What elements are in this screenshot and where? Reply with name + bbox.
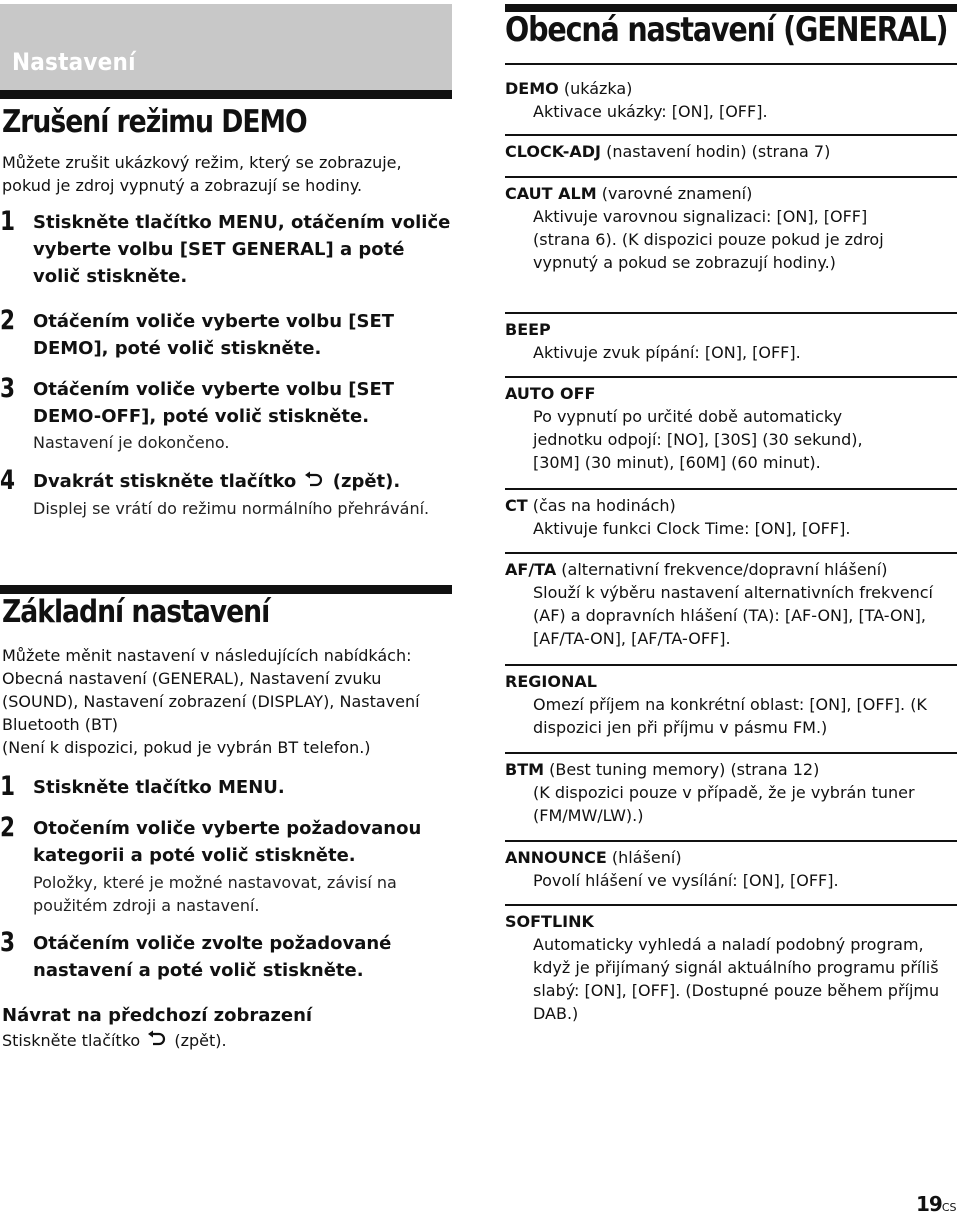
setting-head <box>505 182 752 205</box>
item-rule <box>505 904 957 906</box>
step-number: 3 <box>0 927 16 958</box>
item-rule <box>505 176 957 178</box>
setting-head <box>505 670 597 693</box>
page-number-value: 19 <box>916 1192 942 1216</box>
setting-note: (čas na hodinách) <box>527 496 676 515</box>
setting-key: SOFTLINK <box>505 912 594 931</box>
setting-head <box>505 846 682 869</box>
setting-head <box>505 910 594 933</box>
basic-rule <box>0 585 452 594</box>
page-number <box>916 1192 957 1216</box>
setting-note: (hlášení) <box>606 848 682 867</box>
section-tab <box>0 4 452 90</box>
item-rule <box>505 312 957 314</box>
setting-head <box>505 558 888 581</box>
setting-head <box>505 318 551 341</box>
setting-key: BTM <box>505 760 545 779</box>
setting-key: AF/TA <box>505 560 557 579</box>
back-icon <box>304 471 324 489</box>
return-text-before: Stiskněte tlačítko <box>2 1031 141 1050</box>
step-number: 3 <box>0 373 16 404</box>
back-icon <box>147 1030 167 1048</box>
setting-head <box>505 494 676 517</box>
basic-intro: Můžete měnit nastavení v následujících nabídkách: Obecná nastavení (GENERAL), Nastavení zvuku (SOUND), Nastavení zobrazení (DISPLAY), Nastavení Bluetooth (BT) <box>2 646 420 734</box>
setting-note: (Best tuning memory) (strana 12) <box>544 760 820 779</box>
item-rule <box>505 376 957 378</box>
item-rule <box>505 488 957 490</box>
step-text <box>33 468 453 495</box>
setting-desc: Automaticky vyhledá a naladí podobný program, když je přijímaný signál aktuálního programu příliš slabý: [ON], [OFF]. (Dostupné pouze během příjmu DAB.) <box>533 935 940 1023</box>
step-number: 4 <box>0 465 16 496</box>
item-rule <box>505 664 957 666</box>
step-text-before: Dvakrát stiskněte tlačítko <box>33 471 297 492</box>
item-rule <box>505 552 957 554</box>
setting-desc: Aktivace ukázky: [ON], [OFF]. <box>533 102 768 121</box>
step-number: 2 <box>0 305 16 336</box>
page-language: CS <box>941 1201 957 1214</box>
setting-desc: (K dispozici pouze v případě, že je vybrán tuner (FM/MW/LW).) <box>533 783 915 825</box>
title-underline <box>505 63 957 65</box>
setting-desc: Aktivuje zvuk pípání: [ON], [OFF]. <box>533 343 801 362</box>
step-text: Stiskněte tlačítko MENU. <box>33 777 285 798</box>
setting-key: REGIONAL <box>505 672 597 691</box>
setting-note: (varovné znamení) <box>596 184 753 203</box>
section-rule <box>0 90 452 99</box>
basic-note: (Není k dispozici, pokud je vybrán BT telefon.) <box>2 738 371 757</box>
return-text <box>2 1029 227 1052</box>
setting-head <box>505 140 830 163</box>
step-text: Otočením voliče vyberte požadovanou kategorii a poté volič stiskněte. <box>33 818 422 866</box>
setting-desc: Omezí příjem na konkrétní oblast: [ON], [OFF]. (K dispozici jen při příjmu v pásmu FM.) <box>533 695 927 737</box>
setting-desc: Aktivuje funkci Clock Time: [ON], [OFF]. <box>533 519 851 538</box>
item-rule <box>505 840 957 842</box>
setting-key: BEEP <box>505 320 551 339</box>
step-subtext: Položky, které je možné nastavovat, závisí na použitém zdroji a nastavení. <box>33 873 397 915</box>
setting-key: CAUT ALM <box>505 184 597 203</box>
setting-head <box>505 758 819 781</box>
step-text: Otáčením voliče zvolte požadované nastavení a poté volič stiskněte. <box>33 933 392 981</box>
step-number: 1 <box>0 771 16 802</box>
setting-note: (alternativní frekvence/dopravní hlášení) <box>556 560 888 579</box>
setting-note: (nastavení hodin) (strana 7) <box>600 142 831 161</box>
setting-note: (ukázka) <box>558 79 633 98</box>
demo-title: Zrušení režimu DEMO <box>2 104 307 140</box>
demo-intro: Můžete zrušit ukázkový režim, který se zobrazuje, pokud je zdroj vypnutý a zobrazují se hodiny. <box>2 153 402 195</box>
setting-key: CLOCK-ADJ <box>505 142 601 161</box>
return-title: Návrat na předchozí zobrazení <box>2 1005 313 1026</box>
setting-key: AUTO OFF <box>505 384 596 403</box>
item-rule <box>505 752 957 754</box>
step-text: Otáčením voliče vyberte volbu [SET DEMO], poté volič stiskněte. <box>33 311 395 359</box>
step-text: Stiskněte tlačítko MENU, otáčením voliče vyberte volbu [SET GENERAL] a poté volič stiskněte. <box>33 212 451 287</box>
setting-desc: Aktivuje varovnou signalizaci: [ON], [OFF] (strana 6). (K dispozici pouze pokud je zdroj vypnutý a pokud se zobrazují hodiny.) <box>533 207 884 272</box>
step-text-after: (zpět). <box>332 471 401 492</box>
setting-desc: Slouží k výběru nastavení alternativních frekvencí (AF) a dopravních hlášení (TA): [AF-ON], [TA-ON], [AF/TA-ON], [AF/TA-OFF]. <box>533 583 933 648</box>
step-subtext: Displej se vrátí do režimu normálního přehrávání. <box>33 499 430 518</box>
general-title: Obecná nastavení (GENERAL) <box>505 10 948 50</box>
step-subtext: Nastavení je dokončeno. <box>33 433 230 452</box>
setting-key: DEMO <box>505 79 559 98</box>
setting-key: CT <box>505 496 528 515</box>
step-number: 1 <box>0 206 16 237</box>
setting-desc: Po vypnutí po určité době automaticky jednotku odpojí: [NO], [30S] (30 sekund), [30M] (30 minut), [60M] (60 minut). <box>533 407 863 472</box>
step-number: 2 <box>0 812 16 843</box>
basic-title: Základní nastavení <box>2 594 270 630</box>
setting-desc: Povolí hlášení ve vysílání: [ON], [OFF]. <box>533 871 839 890</box>
return-text-after: (zpět). <box>174 1031 227 1050</box>
setting-head <box>505 382 595 405</box>
item-rule <box>505 134 957 136</box>
setting-key: ANNOUNCE <box>505 848 607 867</box>
step-text: Otáčením voliče vyberte volbu [SET DEMO-OFF], poté volič stiskněte. <box>33 379 395 427</box>
section-tab-label: Nastavení <box>12 48 136 76</box>
